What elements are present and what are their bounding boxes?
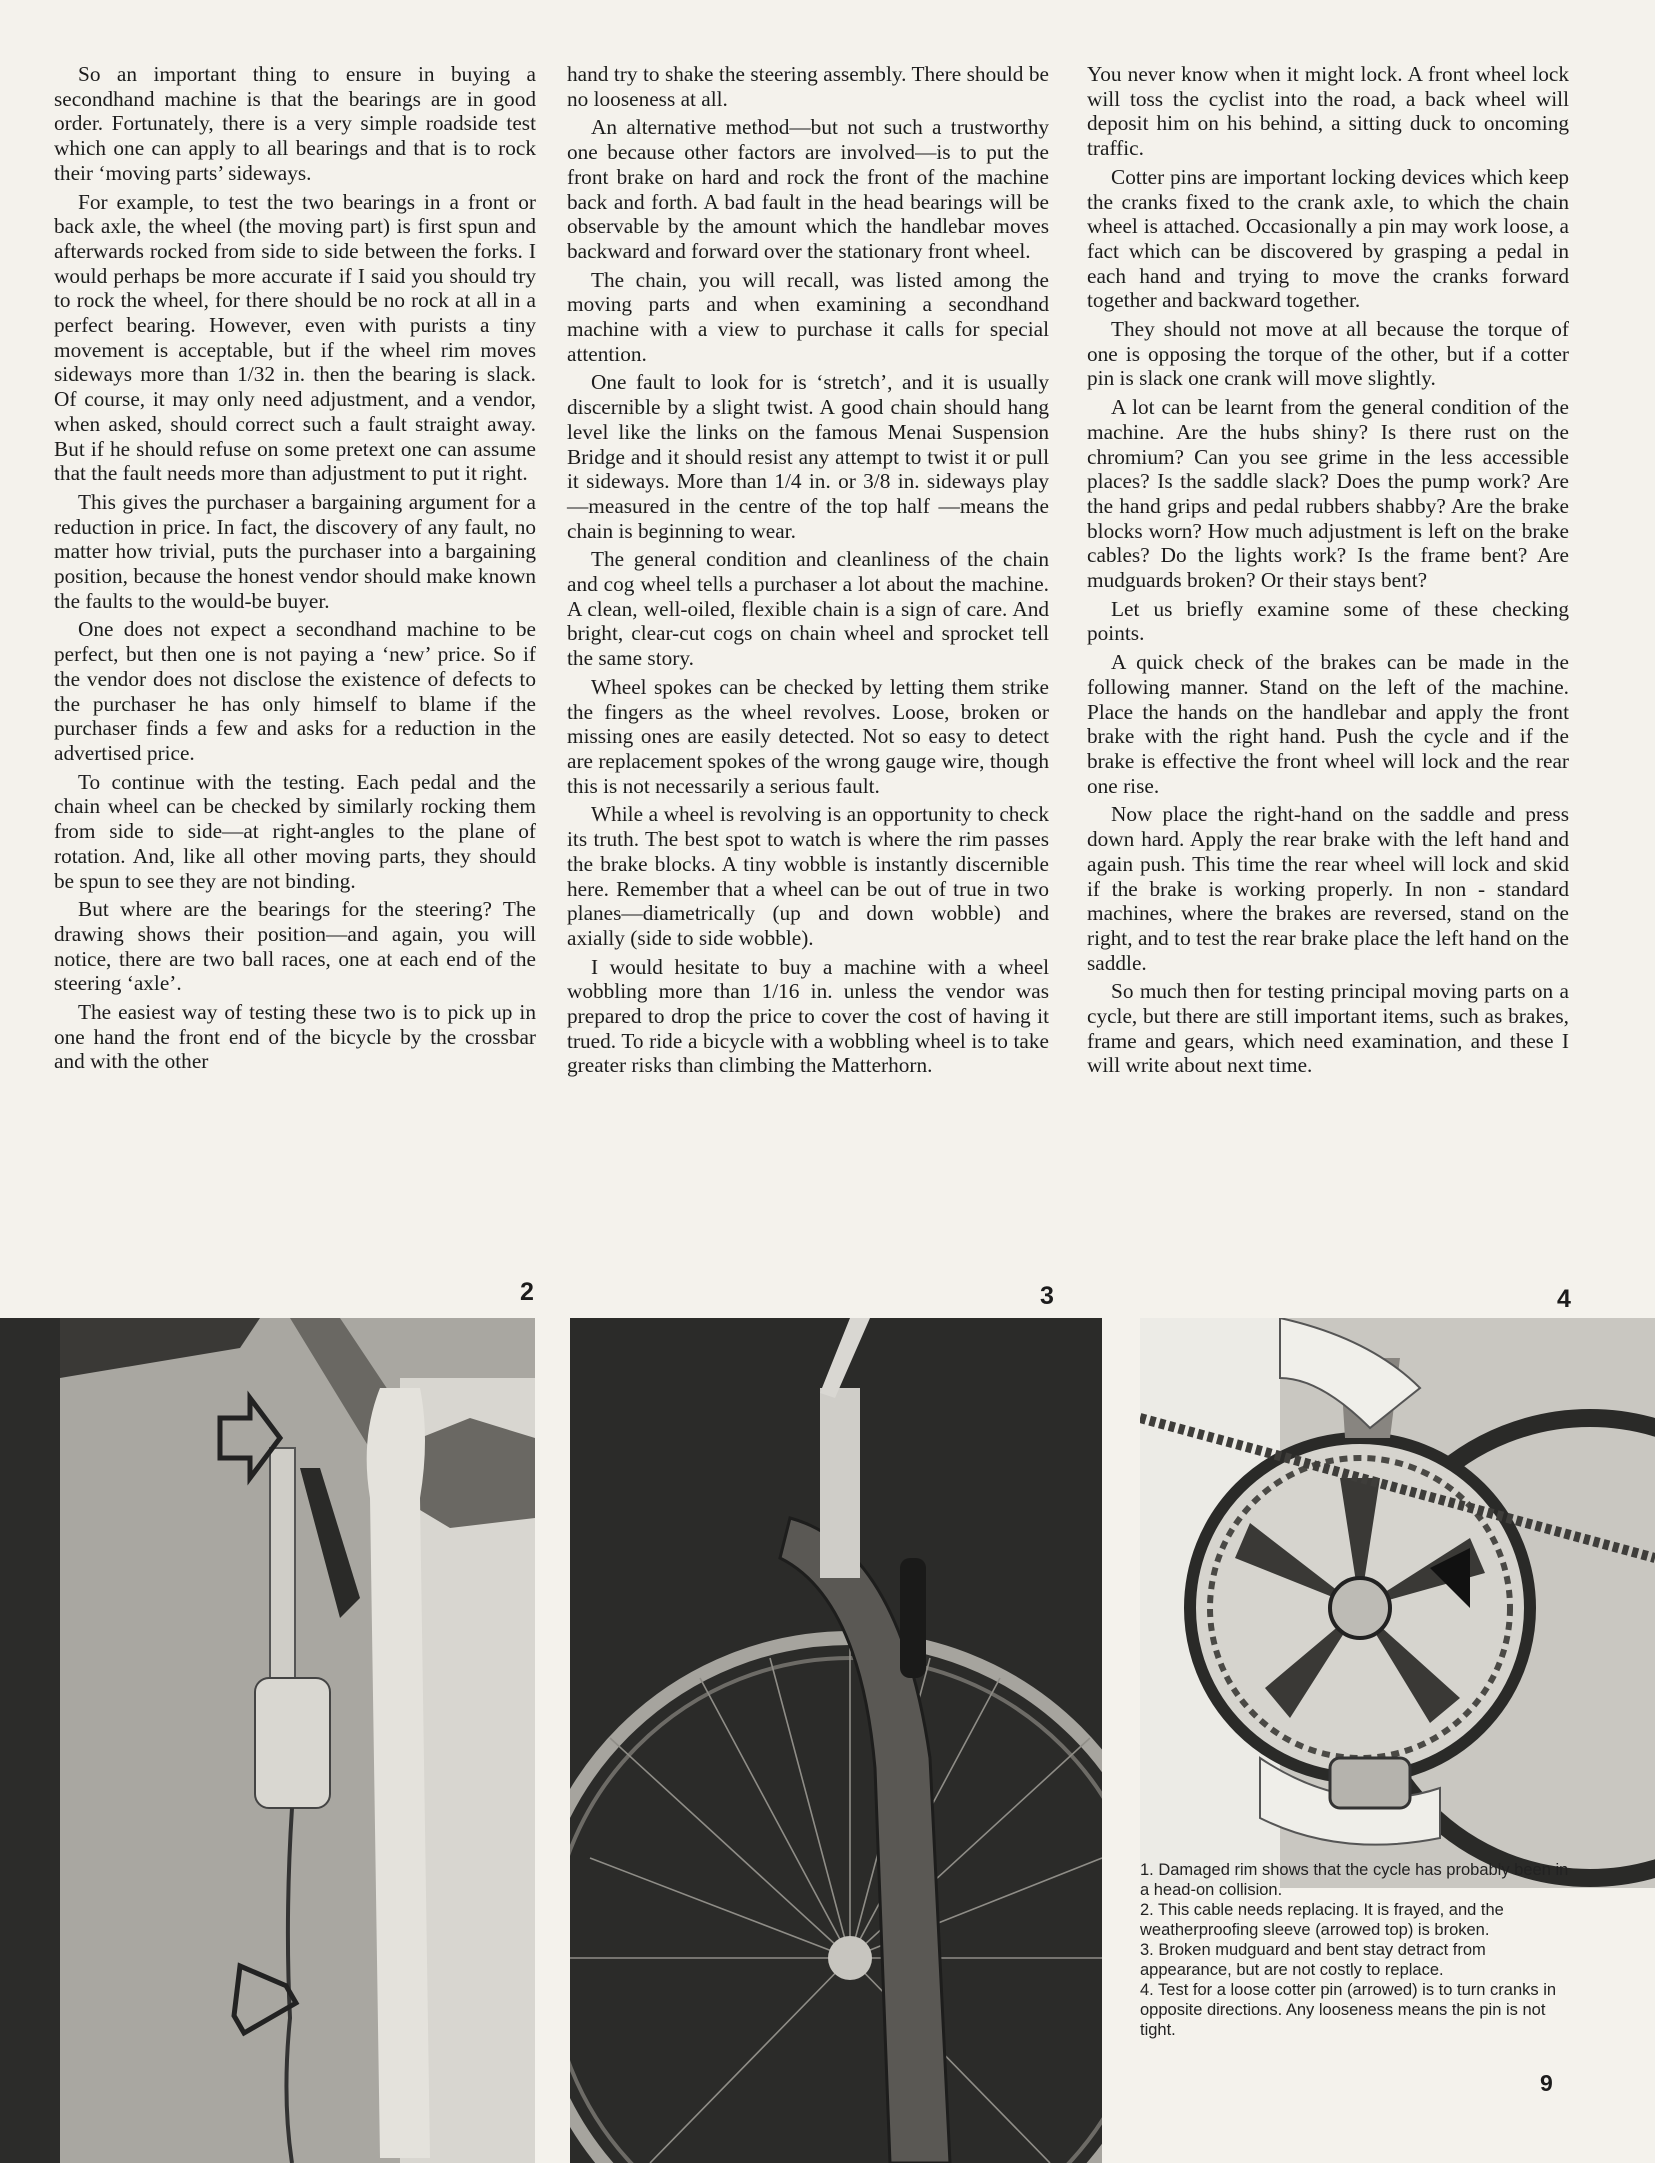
col3-paragraph: A lot can be learnt from the general condition of the machine. Are the hubs shiny? Is there rust on the chromium? Can you see grime in the less accessible places? Is the saddle slack? Does the pump work? Are the hand grips and pedal rubbers shabby? Are the brake blocks worn? How much adjustment is left on the brake cables? Do the lights work? Is the frame bent? Are mudguards broken? Or their stays bent? bbox=[1087, 395, 1569, 593]
col2-paragraph: The general condition and cleanliness of the chain and cog wheel tells a purchaser a lot about the machine. A clean, well-oiled, flexible chain is a sign of care. And bright, clear-cut cogs on chain wheel and sprocket tell the same story. bbox=[567, 547, 1049, 671]
article-column-2 bbox=[567, 62, 1049, 1082]
caption-2: 2. This cable needs replacing. It is frayed, and the weatherproofing sleeve (arrowed top) is broken. bbox=[1140, 1901, 1504, 1939]
caption-4: 4. Test for a loose cotter pin (arrowed) is to turn cranks in opposite directions. Any looseness means the pin is not tight. bbox=[1140, 1981, 1557, 2039]
col2-paragraph: I would hesitate to buy a machine with a wheel wobbling more than 1/16 in. unless the vendor was prepared to drop the price to cover the cost of having it trued. To ride a bicycle with a wobbling wheel is to take greater risks than climbing the Matterhorn. bbox=[567, 954, 1049, 1078]
col1-paragraph: So an important thing to ensure in buying a secondhand machine is that the bearings are in good order. Fortunately, there is a very simple roadside test which one can apply to all bearings and that is to rock their ‘moving parts’ sideways. bbox=[54, 62, 536, 185]
article-column-3 bbox=[1087, 62, 1569, 1082]
figure-number-3: 3 bbox=[1040, 1282, 1054, 1310]
col2-paragraph: An alternative method—but not such a trustworthy one because other factors are involved—is to put the front brake on hard and rock the front of the machine back and forth. A bad fault in the head bearings will be observable by the amount which the handlebar moves backward and forward over the stationary front wheel. bbox=[567, 115, 1049, 263]
col2-paragraph: While a wheel is revolving is an opportunity to check its truth. The best spot to watch is where the rim passes the brake blocks. A tiny wobble is instantly discernible here. Remember that a wheel can be out of true in two planes—diametrically (up and down wobble) and axially (side to side wobble). bbox=[567, 802, 1049, 950]
col3-paragraph: Now place the right-hand on the saddle and press down hard. Apply the rear brake with the left hand and again push. This time the rear wheel will lock and skid if the brake is working properly. In non - standard machines, where the brakes are reversed, stand on the right, and to test the rear brake place the left hand on the saddle. bbox=[1087, 802, 1569, 975]
col1-paragraph: The easiest way of testing these two is to pick up in one hand the front end of the bicycle by the crossbar and with the other bbox=[54, 1000, 536, 1074]
col3-paragraph: A quick check of the brakes can be made in the following manner. Stand on the left of the machine. Place the hands on the handlebar and apply the front brake with the right hand. Push the cycle and if the brake is effective the front wheel will lock and the rear one rise. bbox=[1087, 650, 1569, 798]
page-number: 9 bbox=[1540, 2070, 1553, 2096]
col2-paragraph: One fault to look for is ‘stretch’, and it is usually discernible by a slight twist. A good chain should hang level like the links on the famous Menai Suspension Bridge and it should resist any attempt to twist it or pull it sideways. More than 1/4 in. or 3/8 in. sideways play—measured in the centre of the top half —means the chain is beginning to wear. bbox=[567, 370, 1049, 543]
figure-number-2: 2 bbox=[520, 1278, 534, 1306]
caption-3: 3. Broken mudguard and bent stay detract from appearance, but are not costly to replace. bbox=[1140, 1941, 1486, 1979]
col3-paragraph: Cotter pins are important locking devices which keep the cranks fixed to the crank axle, to which the chain wheel is attached. Occasionally a pin may work loose, a fact which can be discovered by grasping a pedal in each hand and trying to move the cranks forward together and backward together. bbox=[1087, 164, 1569, 313]
col2-paragraph: Wheel spokes can be checked by letting them strike the fingers as the wheel revolves. Loose, broken or missing ones are easily detected. Not so easy to detect are replacement spokes of the wrong gauge wire, though this is not necessarily a serious fault. bbox=[567, 674, 1049, 798]
col1-paragraph: To continue with the testing. Each pedal and the chain wheel can be checked by similarly rocking them from side to side—at right-angles to the plane of rotation. And, like all other moving parts, they should be spun to see they are not binding. bbox=[54, 769, 536, 893]
photo-chain-wheel-cranks bbox=[1140, 1318, 1655, 1888]
col3-paragraph: They should not move at all because the torque of one is opposing the torque of the other, but if a cotter pin is slack one crank will move slightly. bbox=[1087, 317, 1569, 391]
photo-front-wheel-mudguard bbox=[570, 1318, 1102, 2163]
article-column-1 bbox=[54, 62, 536, 1078]
col3-paragraph: Let us briefly examine some of these checking points. bbox=[1087, 596, 1569, 646]
photo-frayed-cable bbox=[0, 1318, 535, 2163]
col3-paragraph: So much then for testing principal moving parts on a cycle, but there are still important items, such as brakes, frame and gears, which need examination, and these I will write about next time. bbox=[1087, 979, 1569, 1078]
col2-paragraph: The chain, you will recall, was listed among the moving parts and when examining a secondhand machine with a view to purchase it calls for special attention. bbox=[567, 267, 1049, 366]
col1-paragraph: This gives the purchaser a bargaining argument for a reduction in price. In fact, the discovery of any fault, no matter how trivial, puts the purchaser into a bargaining position, because the honest vendor should make known the faults to the would-be buyer. bbox=[54, 489, 536, 613]
figure-number-4: 4 bbox=[1557, 1285, 1571, 1313]
col2-paragraph: hand try to shake the steering assembly. There should be no looseness at all. bbox=[567, 62, 1049, 111]
col1-paragraph: For example, to test the two bearings in a front or back axle, the wheel (the moving part) is first spun and afterwards rocked from side to side between the forks. I would perhaps be more accurate if I said you should try to rock the wheel, for there should be no rock at all in a perfect bearing. However, even with purists a tiny movement is acceptable, but if the wheel rim moves sideways more than 1/32 in. then the bearing is slack. Of course, it may only need adjustment, and a vendor, when asked, should correct such a fault straight away. But if he should refuse on some pretext one can assume that the fault needs more than adjustment to put it right. bbox=[54, 189, 536, 486]
photo-captions bbox=[1140, 1860, 1572, 2040]
caption-1: 1. Damaged rim shows that the cycle has probably been in a head-on collision. bbox=[1140, 1861, 1569, 1899]
col1-paragraph: One does not expect a secondhand machine to be perfect, but then one is not paying a ‘new’ price. So if the vendor does not disclose the existence of defects to the purchaser he has only himself to blame if the purchaser finds a few and asks for a reduction in the advertised price. bbox=[54, 617, 536, 765]
col3-paragraph: You never know when it might lock. A front wheel lock will toss the cyclist into the road, a back wheel will deposit him on his behind, a sitting duck to oncoming traffic. bbox=[1087, 62, 1569, 161]
col1-paragraph: But where are the bearings for the steering? The drawing shows their position—and again, you will notice, there are two ball races, one at each end of the steering ‘axle’. bbox=[54, 897, 536, 996]
